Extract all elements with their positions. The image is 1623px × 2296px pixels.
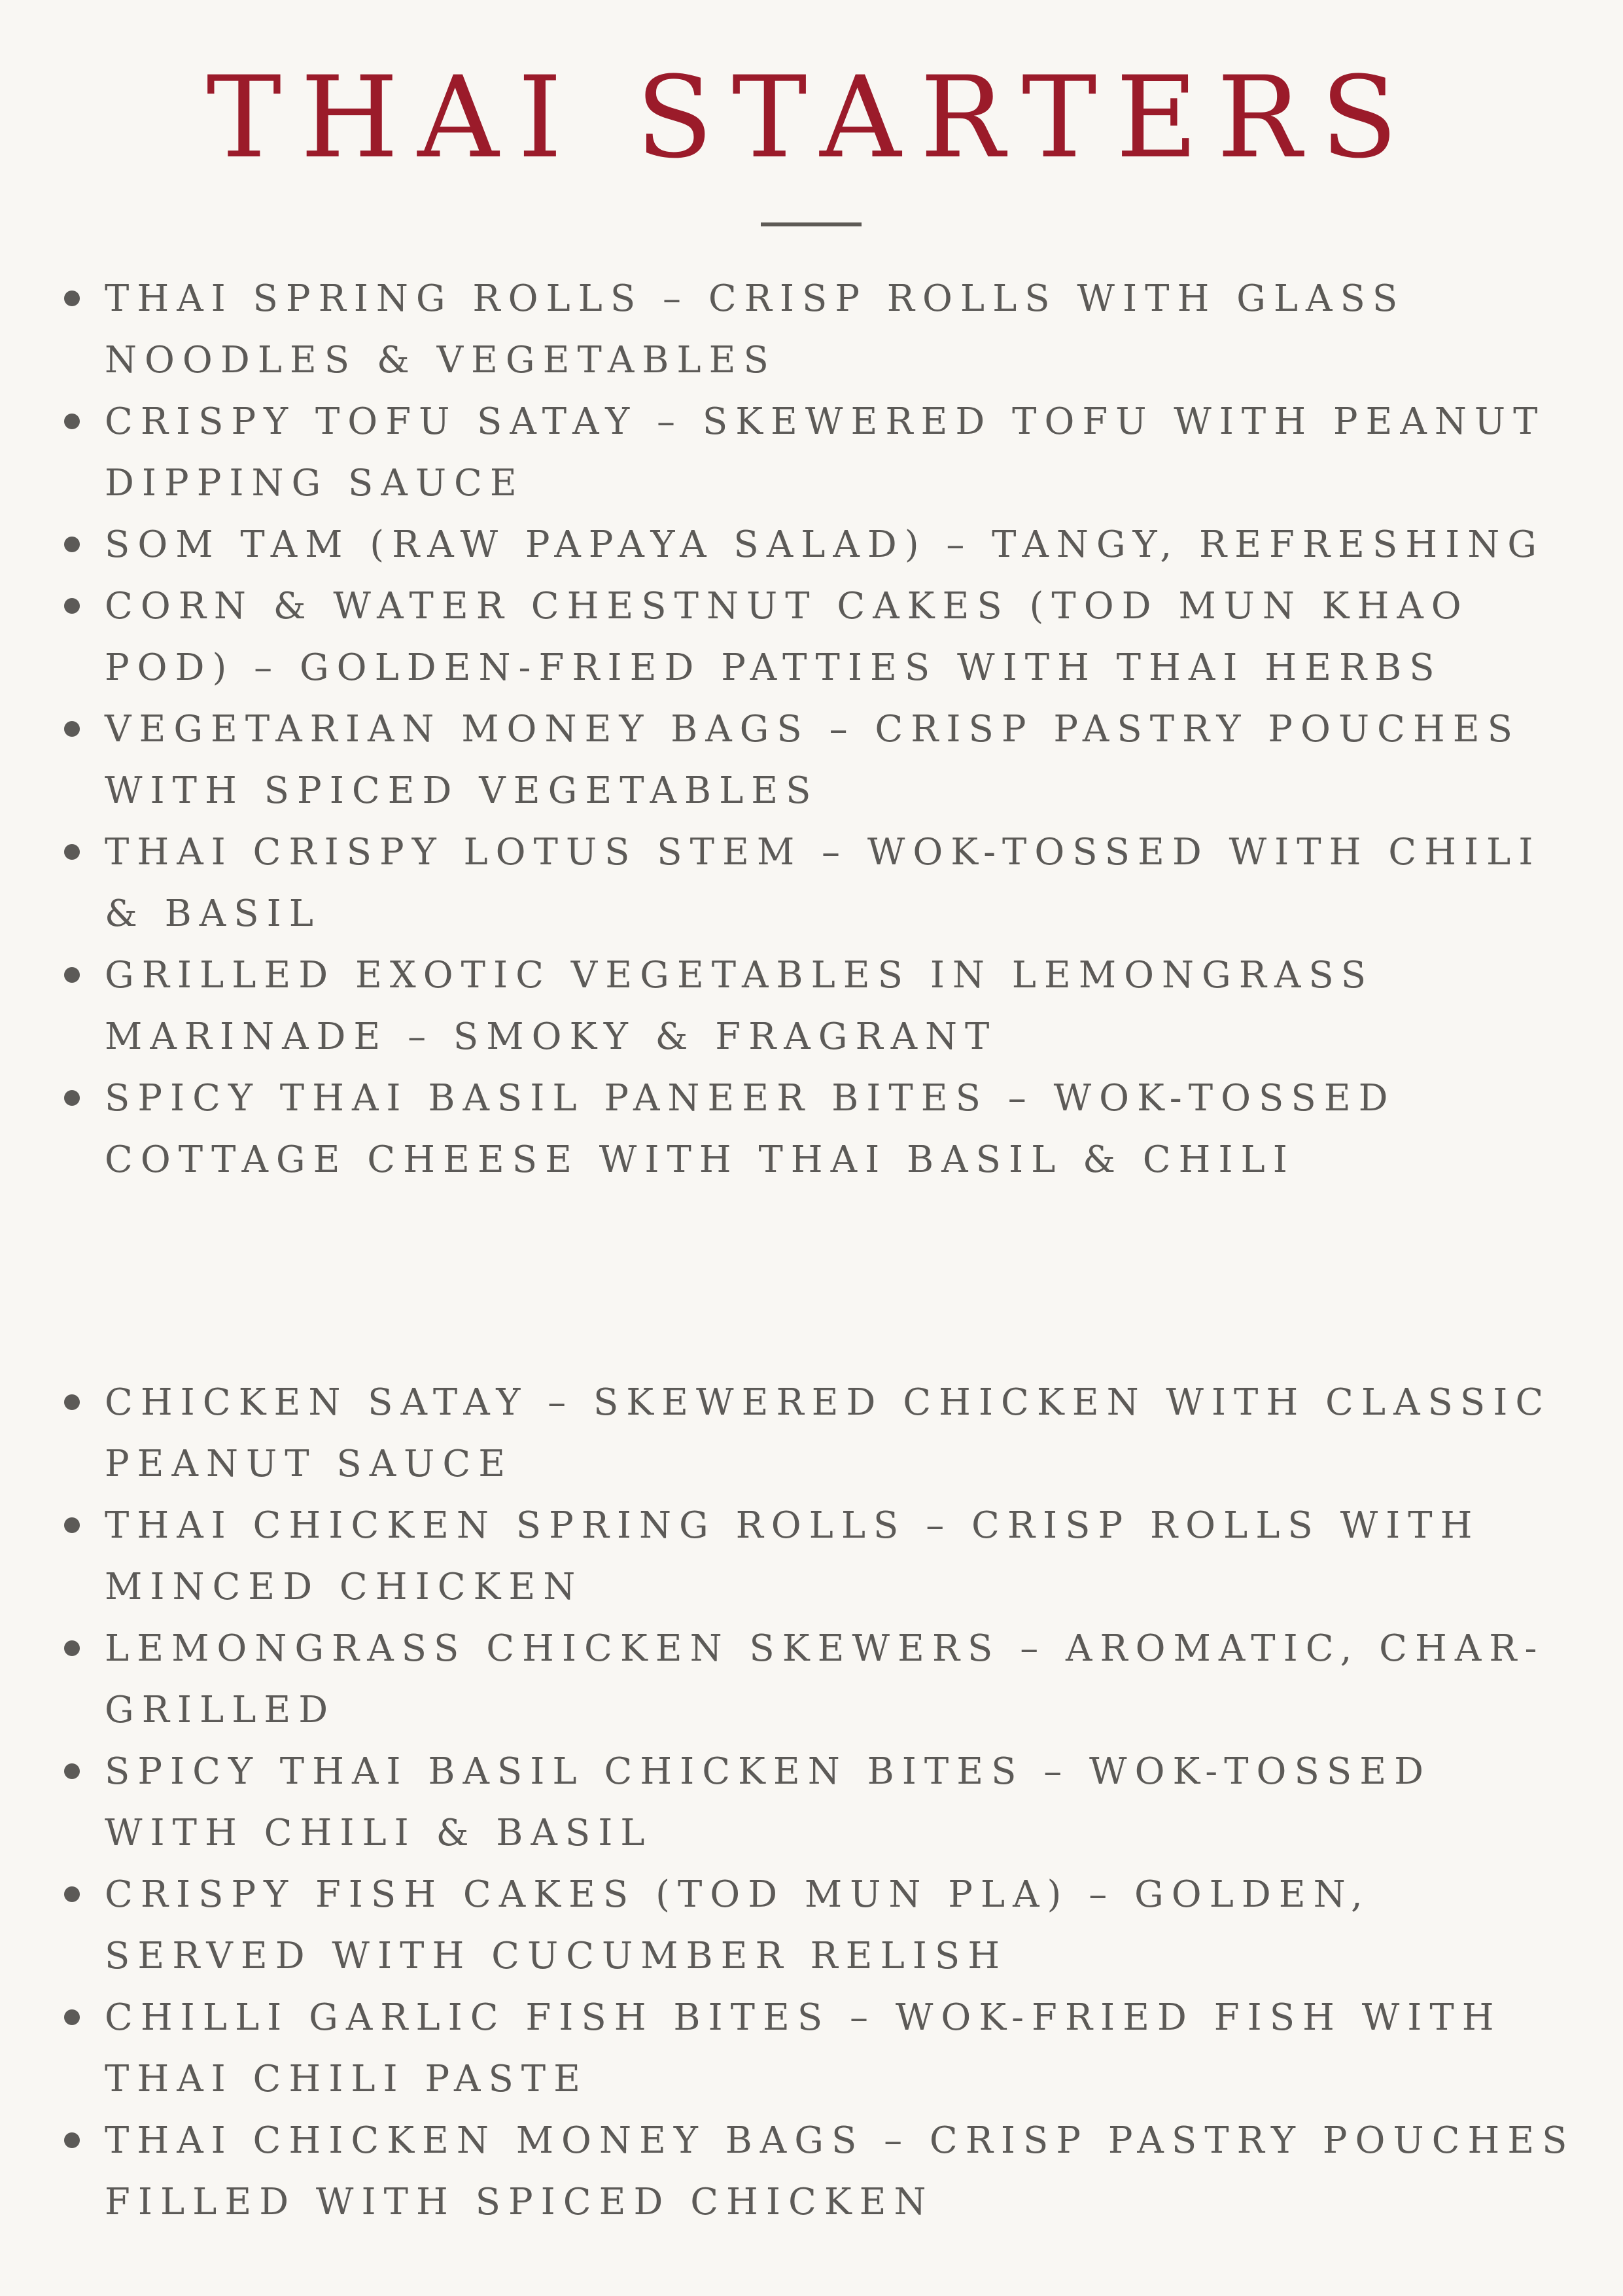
bullet-icon xyxy=(64,414,80,429)
list-item xyxy=(105,1068,1583,1191)
list-item xyxy=(105,1987,1583,2110)
item-text: THAI CRISPY LOTUS STEM – WOK-TOSSED WITH CHILI & BASIL xyxy=(105,831,1541,935)
veg-starters-list xyxy=(105,268,1583,1191)
item-text: LEMONGRASS CHICKEN SKEWERS – AROMATIC, CHAR-GRILLED xyxy=(105,1627,1545,1731)
list-item xyxy=(105,514,1583,576)
bullet-icon xyxy=(64,721,80,737)
bullet-icon xyxy=(64,1517,80,1533)
list-item xyxy=(105,268,1583,391)
bullet-icon xyxy=(64,291,80,306)
list-item xyxy=(105,391,1583,514)
page-title: THAI STARTERS xyxy=(206,52,1417,183)
list-item xyxy=(105,1618,1583,1741)
item-text: CHILLI GARLIC FISH BITES – WOK-FRIED FISH WITH THAI CHILI PASTE xyxy=(105,1996,1502,2100)
bullet-icon xyxy=(64,1886,80,1902)
bullet-icon xyxy=(64,2009,80,2025)
nonveg-starters-list xyxy=(105,1372,1583,2233)
item-text: SPICY THAI BASIL CHICKEN BITES – WOK-TOSSED WITH CHILI & BASIL xyxy=(105,1750,1431,1854)
list-item xyxy=(105,1741,1583,1864)
item-text: SPICY THAI BASIL PANEER BITES – WOK-TOSSED COTTAGE CHEESE WITH THAI BASIL & CHILI xyxy=(105,1077,1396,1181)
bullet-icon xyxy=(64,1640,80,1656)
list-item xyxy=(105,822,1583,945)
bullet-icon xyxy=(64,844,80,860)
title-divider xyxy=(761,222,862,226)
item-text: CRISPY FISH CAKES (TOD MUN PLA) – GOLDEN, SERVED WITH CUCUMBER RELISH xyxy=(105,1873,1370,1977)
item-text: VEGETARIAN MONEY BAGS – CRISP PASTRY POUCHES WITH SPICED VEGETABLES xyxy=(105,708,1520,812)
item-text: CRISPY TOFU SATAY – SKEWERED TOFU WITH PEANUT DIPPING SAUCE xyxy=(105,400,1546,504)
list-item xyxy=(105,945,1583,1068)
item-text: CHICKEN SATAY – SKEWERED CHICKEN WITH CLASSIC PEANUT SAUCE xyxy=(105,1381,1552,1485)
bullet-icon xyxy=(64,1763,80,1779)
item-text: SOM TAM (RAW PAPAYA SALAD) – TANGY, REFRESHING xyxy=(105,523,1544,566)
bullet-icon xyxy=(64,537,80,552)
list-item xyxy=(105,699,1583,822)
list-item xyxy=(105,576,1583,699)
bullet-icon xyxy=(64,967,80,983)
list-item xyxy=(105,1372,1583,1495)
item-text: THAI SPRING ROLLS – CRISP ROLLS WITH GLASS NOODLES & VEGETABLES xyxy=(105,277,1406,381)
list-item xyxy=(105,1495,1583,1618)
item-text: GRILLED EXOTIC VEGETABLES IN LEMONGRASS MARINADE – SMOKY & FRAGRANT xyxy=(105,954,1374,1058)
bullet-icon xyxy=(64,1090,80,1106)
item-text: THAI CHICKEN SPRING ROLLS – CRISP ROLLS WITH MINCED CHICKEN xyxy=(105,1504,1480,1608)
list-item xyxy=(105,2110,1583,2233)
bullet-icon xyxy=(64,2132,80,2148)
item-text: CORN & WATER CHESTNUT CAKES (TOD MUN KHAO POD) – GOLDEN-FRIED PATTIES WITH THAI HERBS xyxy=(105,585,1469,689)
item-text: THAI CHICKEN MONEY BAGS – CRISP PASTRY POUCHES FILLED WITH SPICED CHICKEN xyxy=(105,2119,1575,2223)
bullet-icon xyxy=(64,598,80,614)
list-item xyxy=(105,1864,1583,1987)
bullet-icon xyxy=(64,1394,80,1410)
